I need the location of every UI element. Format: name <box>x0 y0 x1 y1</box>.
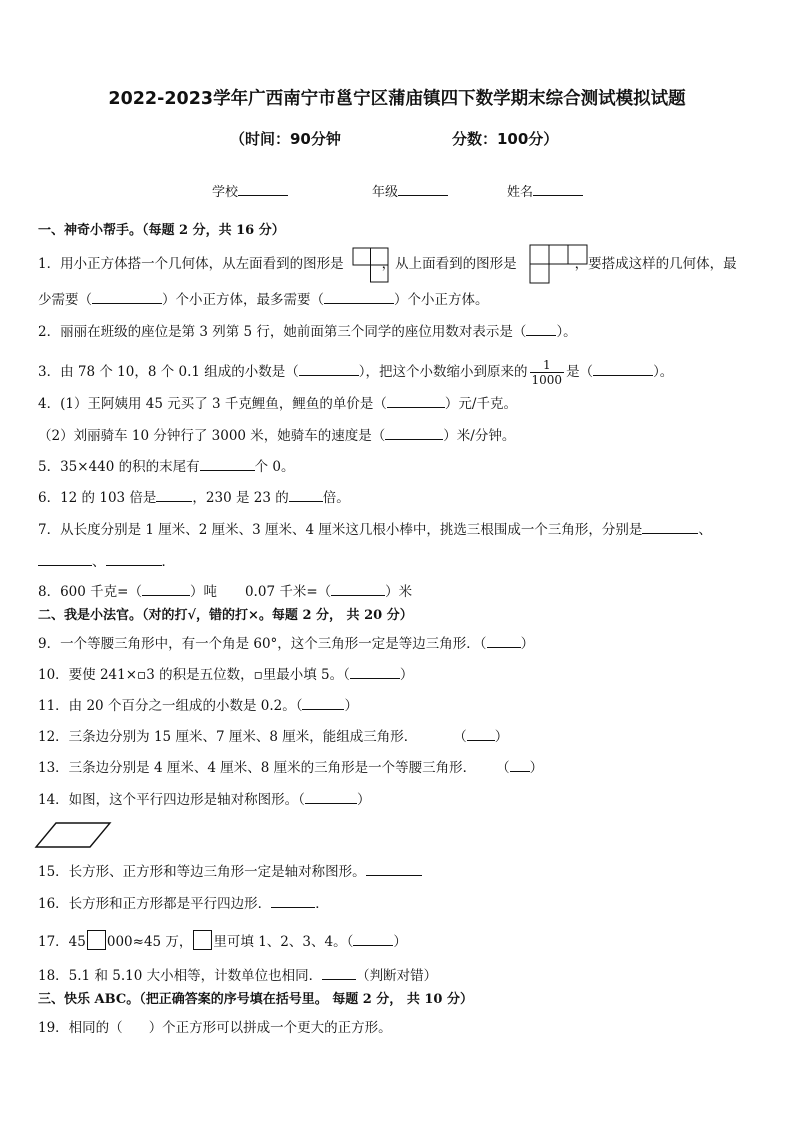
question-3: 3．由 78 个 10，8 个 0.1 组成的小数是（ ），把这个小数缩小到原来的 $\frac{1}{1000}$ 是（ ）。 <box>38 358 674 387</box>
section-3-heading: 三、快乐 ABC。（把正确答案的序号填在括号里。 每题 2 分， 共 10 分） <box>38 992 473 1007</box>
q3-blank-1[interactable] <box>299 362 359 376</box>
school-label: 学校 <box>212 185 239 200</box>
question-5: 5．35×440 的积的末尾有 个 0。 <box>38 459 295 475</box>
q9-blank[interactable] <box>487 634 521 648</box>
top-view-figure <box>529 244 589 284</box>
question-7-line-2: 、 ． <box>38 552 175 571</box>
q16-blank[interactable] <box>271 894 315 908</box>
question-13: 13．三条边分别是 4 厘米、4 厘米、8 厘米的三角形是一个等腰三角形． （ ） <box>38 760 544 776</box>
parallelogram-figure <box>34 820 114 850</box>
question-10: 10．要使 241×▫3 的积是五位数，▫里最小填 5。（ ） <box>38 667 414 683</box>
question-8: 8．600 千克=（ ）吨 0.07 千米=（ ）米 <box>38 584 413 600</box>
question-2: 2．丽丽在班级的座位是第 3 列第 5 行，她前面第三个同学的座位用数对表示是（ ）。 <box>38 324 577 340</box>
digit-box-ref <box>193 930 212 950</box>
q4-blank-2[interactable] <box>385 426 443 440</box>
q7-blank-3[interactable] <box>106 552 162 566</box>
q8-blank-2[interactable] <box>331 582 385 596</box>
section-2-heading: 二、我是小法官。（对的打√，错的打×。每题 2 分， 共 20 分） <box>38 608 413 623</box>
q14-blank[interactable] <box>305 790 357 804</box>
digit-box[interactable] <box>87 930 106 950</box>
exam-time: （时间：90分钟 <box>230 130 341 148</box>
question-15: 15．长方形、正方形和等边三角形一定是轴对称图形。 <box>38 862 422 881</box>
q17-blank[interactable] <box>353 932 393 946</box>
grade-field <box>372 182 448 202</box>
q11-blank[interactable] <box>302 696 344 710</box>
question-16: 16．长方形和正方形都是平行四边形． ． <box>38 896 329 912</box>
school-field <box>212 182 288 202</box>
q1-text-c: ，要搭成这样的几何体，最 <box>574 256 737 272</box>
q1-blank-max[interactable] <box>324 290 394 304</box>
q3-blank-2[interactable] <box>593 362 653 376</box>
question-18: 18．5.1 和 5.10 大小相等，计数单位也相同． （判断对错） <box>38 968 438 984</box>
question-11: 11．由 20 个百分之一组成的小数是 0.2。（ ） <box>38 698 358 714</box>
left-view-figure <box>352 247 392 283</box>
q2-blank[interactable] <box>526 322 556 336</box>
q7-blank-1[interactable] <box>642 520 698 534</box>
section-1-heading: 一、神奇小帮手。（每题 2 分，共 16 分） <box>38 223 285 238</box>
name-field <box>507 182 583 202</box>
q1-text-a: 1．用小正方体搭一个几何体，从左面看到的图形是 <box>38 256 344 272</box>
q10-blank[interactable] <box>350 665 400 679</box>
question-12: 12．三条边分别为 15 厘米、7 厘米、8 厘米，能组成三角形． （ ） <box>38 729 509 745</box>
grade-label: 年级 <box>372 185 399 200</box>
q13-blank[interactable] <box>510 758 530 772</box>
school-blank[interactable] <box>238 182 288 196</box>
fraction-1-1000: $\frac{1}{1000}$ <box>531 358 563 387</box>
q18-blank[interactable] <box>322 966 356 980</box>
question-14: 14．如图，这个平行四边形是轴对称图形。（ ） <box>38 792 371 808</box>
question-17: 17．45 000≈45 万， 里可填 1、2、3、4。（ ） <box>38 930 407 951</box>
question-9: 9．一个等腰三角形中，有一个角是 60°，这个三角形一定是等边三角形．（ ） <box>38 636 535 652</box>
q1-text-b: ，从上面看到的图形是 <box>381 256 517 272</box>
q7-blank-2[interactable] <box>38 552 92 566</box>
question-4-part-2: （2）刘丽骑车 10 分钟行了 3000 米，她骑车的速度是（ ）米/分钟。 <box>38 428 516 444</box>
page-title: 2022-2023学年广西南宁市邕宁区蒲庙镇四下数学期末综合测试模拟试题 <box>108 89 686 109</box>
q6-blank-2[interactable] <box>289 488 323 502</box>
q8-blank-1[interactable] <box>142 582 190 596</box>
q4-blank-1[interactable] <box>387 394 445 408</box>
q1-text-f: ）个小正方体。 <box>394 292 489 308</box>
grade-blank[interactable] <box>398 182 448 196</box>
q1-text-e: ）个小正方体，最多需要（ <box>162 292 324 308</box>
question-6: 6．12 的 103 倍是 ，230 是 23 的 倍。 <box>38 490 350 506</box>
question-19: 19．相同的（ ）个正方形可以拼成一个更大的正方形。 <box>38 1020 392 1036</box>
question-7-line-1: 7．从长度分别是 1 厘米、2 厘米、3 厘米、4 厘米这几根小棒中，挑选三根围成一个三角形，分别是 、 <box>38 522 712 538</box>
q1-blank-min[interactable] <box>92 290 162 304</box>
q12-blank[interactable] <box>467 727 495 741</box>
exam-score: 分数：100分） <box>452 130 559 148</box>
name-blank[interactable] <box>533 182 583 196</box>
q15-blank[interactable] <box>366 862 422 876</box>
question-1-line-2 <box>38 290 489 309</box>
name-label: 姓名 <box>507 185 534 200</box>
question-4-part-1: 4．(1）王阿姨用 45 元买了 3 千克鲤鱼，鲤鱼的单价是（ ）元/千克。 <box>38 396 517 412</box>
q5-blank[interactable] <box>200 457 255 471</box>
q1-text-d: 少需要（ <box>38 292 92 308</box>
q6-blank-1[interactable] <box>156 488 192 502</box>
